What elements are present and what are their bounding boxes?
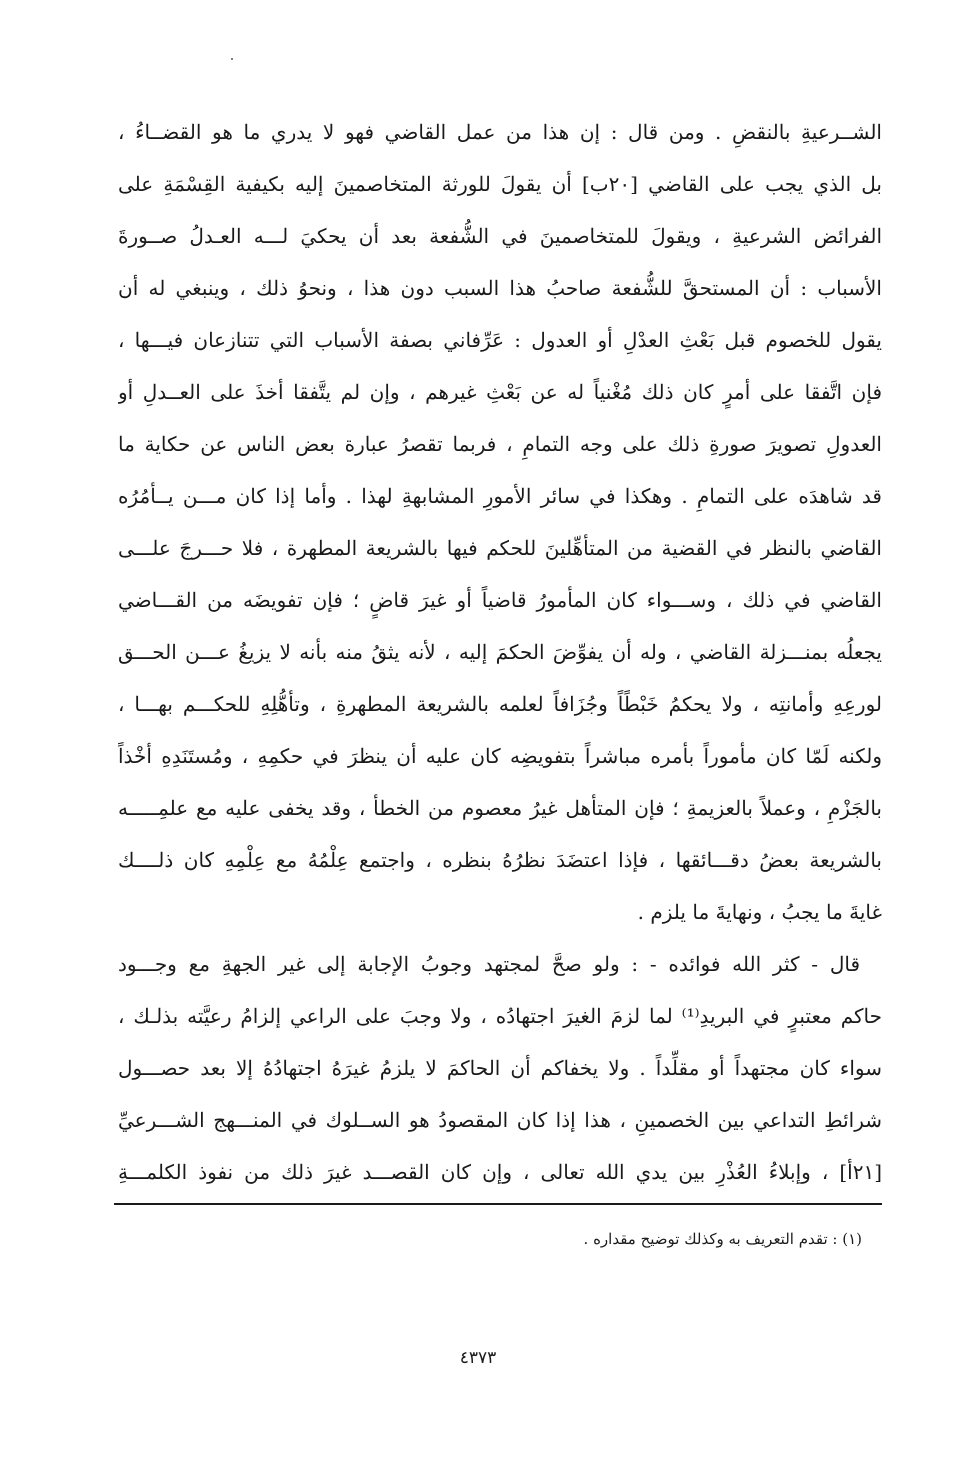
text-line: قد شاهدَه على التمامِ . وهكذا في سائر الأمورِ المشابهةِ لهذا . وأما إذا كان مـــن يــأمُرُه xyxy=(118,484,882,508)
text-line: حاكم معتبرٍ في البريدِ⁽¹⁾ لما لزمَ الغيرَ اجتهادُه ، ولا وجبَ على الراعي إلزامُ رعيَّته بذلـك ، xyxy=(118,1004,882,1028)
scan-speck xyxy=(231,58,233,60)
text-line: الأسباب : أن المستحقَّ للشُّفعة صاحبُ هذا السبب دون هذا ، ونحوُ ذلك ، وينبغي له أن xyxy=(118,276,882,300)
text-line: بل الذي يجب على القاضي [٢٠ب] أن يقولَ للورثة المتخاصمينَ إليه بكيفية القِسْمَةِ على xyxy=(118,172,882,196)
text-line: ولكنه لَمّا كان مأموراً بأمره مباشراً بتفويضِه كان عليه أن ينظرَ في حكمِهِ ، ومُستَنَدِهِ أخْذاً xyxy=(118,744,882,768)
text-line: الفرائض الشرعيةِ ، ويقولَ للمتخاصمينَ في الشُّفعة بعد أن يحكيَ لـــه العـدلُ صــورةَ xyxy=(118,224,882,248)
text-line: بالجَزْمِ ، وعملاً بالعزيمةِ ؛ فإن المتأهل غيرُ معصوم من الخطأ ، وقد يخفى عليه مع علمِـــــه xyxy=(118,796,882,820)
text-line: غايةَ ما يجبُ ، ونهايةَ ما يلزم . xyxy=(637,900,882,924)
text-line: بالشريعة بعضُ دقـــائقها ، فإذا اعتضَدَ نظرُهُ بنظره ، واجتمع عِلْمُهُ مع عِلْمِهِ كان ذلــــك xyxy=(118,848,882,872)
page-number: ٤٣٧٣ xyxy=(459,1348,497,1368)
text-line: لورعِهِ وأمانتِه ، ولا يحكمُ خَبْطًاً وجُزَافاً لعلمه بالشريعة المطهرةِ ، وتأهُّلِهِ للحكـــم بهـــا ، xyxy=(118,692,882,716)
text-line: [٢١أ] ، وإبلاءُ العُذْرِ بين يدي الله تعالى ، وإن كان القصـــد غيرَ ذلك من نفوذ الكلمـــةِ xyxy=(118,1160,882,1184)
text-line: يجعلُه بمنـــزلة القاضي ، وله أن يفوِّضَ الحكمَ إليه ، لأنه يثقُ منه بأنه لا يزيغُ عـــن الحـــق xyxy=(118,640,882,664)
text-line: شرائطِ التداعي بين الخصمينِ ، هذا إذا كان المقصودُ هو الســلوك في المنـــهج الشـــرعيِّ xyxy=(118,1108,882,1132)
main-text xyxy=(118,106,882,1198)
text-line: قال - كثر الله فوائده - : ولو صحَّ لمجتهد وجوبُ الإجابة إلى غير الجهةِ مع وجـــود xyxy=(118,952,860,976)
text-line: فإن اتَّفقا على أمرٍ كان ذلك مُغْنياً له عن بَعْثِ غيرهم ، وإن لم يتَّفقا أخذَ على العــدلِ أو xyxy=(118,380,882,404)
text-line: القاضي في ذلك ، وســـواء كان المأمورُ قاضياً أو غيرَ قاضٍ ؛ فإن تفويضَه من القـــاضي xyxy=(118,588,882,612)
text-line: يقول للخصوم قبل بَعْثِ العدْلِ أو العدول : عَرِّفاني بصفة الأسباب التي تتنازعان فيـــها ، xyxy=(118,328,882,352)
text-line: العدولِ تصويرَ صورةِ ذلك على وجه التمامِ ، فربما تقصرُ عبارة بعض الناس عن حكاية ما xyxy=(118,432,882,456)
text-line: سواء كان مجتهداً أو مقلِّداً . ولا يخفاكم أن الحاكمَ لا يلزمُ غيرَهُ اجتهادُهُ إلا بعد حصـــول xyxy=(118,1056,882,1080)
footnote-divider xyxy=(114,1203,882,1205)
footnote: (١) : تقدم التعريف به وكذلك توضيح مقداره . xyxy=(583,1230,862,1248)
text-line: القاضي بالنظر في القضية من المتأهِّلينَ للحكم فيها بالشريعة المطهرة ، فلا حـــرجَ علـــى xyxy=(118,536,882,560)
text-line: الشــرعيةِ بالنقضِ . ومن قال : إن هذا من عمل القاضي فهو لا يدري ما هو القضــاءُ ، xyxy=(118,120,882,144)
